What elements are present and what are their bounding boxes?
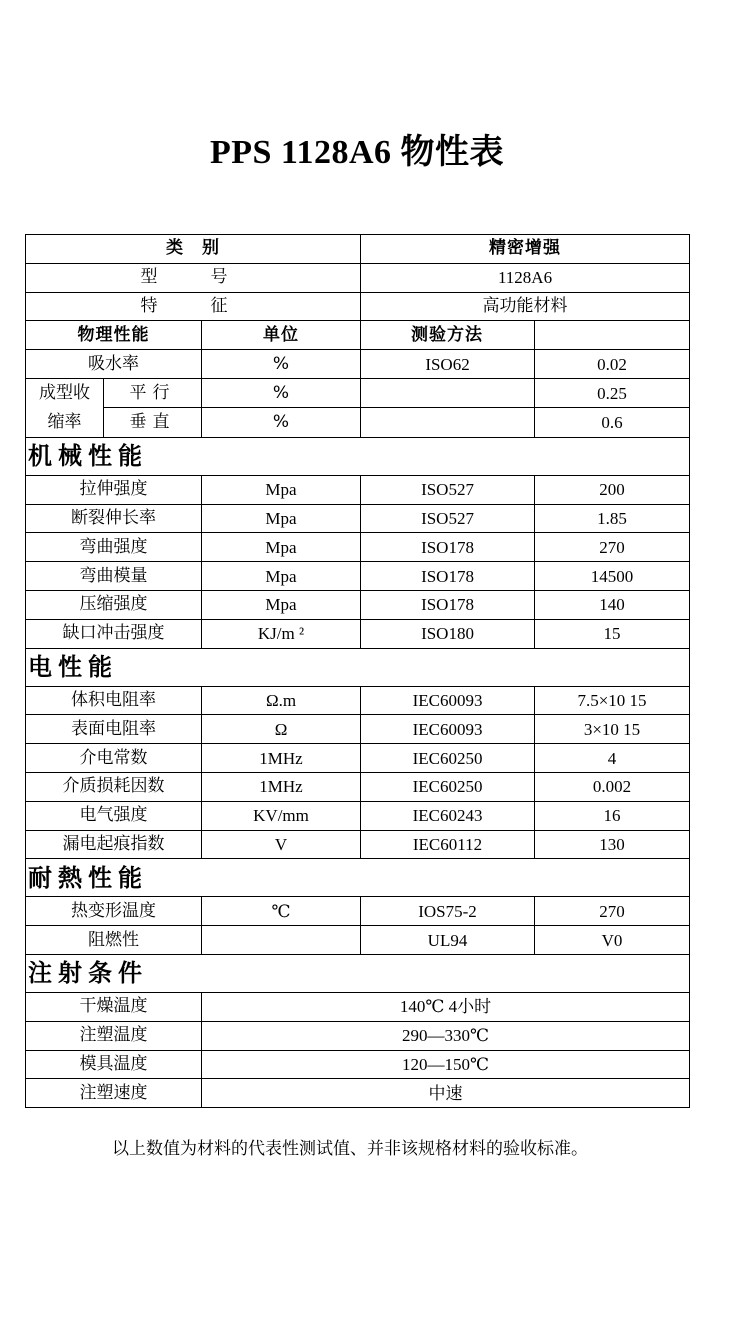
property-value: 1.85 <box>535 504 690 533</box>
property-value: 4 <box>535 744 690 773</box>
disclaimer-note: 以上数值为材料的代表性测试值、并非该规格材料的验收标准。 <box>112 1139 588 1159</box>
shrink-label-line: 成型收 <box>39 382 90 403</box>
property-unit: % <box>202 350 361 379</box>
section-row <box>26 954 690 992</box>
property-unit: 1MHz <box>202 744 361 773</box>
property-method: ISO180 <box>361 619 535 648</box>
property-method: IEC60250 <box>361 744 535 773</box>
header-property: 物理性能 <box>26 321 202 350</box>
property-unit: Mpa <box>202 562 361 591</box>
property-name: 缺口冲击强度 <box>26 619 202 648</box>
property-name: 弯曲模量 <box>26 562 202 591</box>
property-unit: ℃ <box>202 897 361 926</box>
page-title: PPS 1128A6 物性表 <box>209 134 505 171</box>
table-row <box>26 1079 690 1108</box>
property-name: 阻燃性 <box>26 926 202 955</box>
feature-value: 高功能材料 <box>361 292 690 321</box>
property-unit: V <box>202 830 361 859</box>
table-row <box>26 926 690 955</box>
property-value: 15 <box>535 619 690 648</box>
table-row <box>26 590 690 619</box>
feature-row <box>26 292 690 321</box>
property-value: 7.5×10 15 <box>535 686 690 715</box>
model-value: 1128A6 <box>361 263 690 292</box>
property-method: ISO178 <box>361 590 535 619</box>
table-row <box>26 715 690 744</box>
section-title-mechanical: 机械性能 <box>26 437 690 475</box>
model-row <box>26 263 690 292</box>
category-value: 精密增强 <box>361 235 690 264</box>
table-row <box>26 772 690 801</box>
table-row <box>26 533 690 562</box>
property-method: IOS75-2 <box>361 897 535 926</box>
property-value: 270 <box>535 533 690 562</box>
condition-value: 290—330℃ <box>202 1021 690 1050</box>
property-method: IEC60112 <box>361 830 535 859</box>
property-unit: KV/mm <box>202 801 361 830</box>
property-value: 0.02 <box>535 350 690 379</box>
section-title-electrical: 电性能 <box>26 648 690 686</box>
property-name: 压缩强度 <box>26 590 202 619</box>
property-method <box>361 408 535 437</box>
property-method: IEC60250 <box>361 772 535 801</box>
property-value: 3×10 15 <box>535 715 690 744</box>
table-row <box>26 408 690 437</box>
property-value: 130 <box>535 830 690 859</box>
property-value: 200 <box>535 475 690 504</box>
table-row <box>26 475 690 504</box>
header-row <box>26 321 690 350</box>
property-table <box>25 234 690 1108</box>
condition-name: 模具温度 <box>26 1050 202 1079</box>
model-label: 型 号 <box>26 263 361 292</box>
property-unit: Ω.m <box>202 686 361 715</box>
property-value: 16 <box>535 801 690 830</box>
section-title-thermal: 耐熱性能 <box>26 859 690 897</box>
shrink-label <box>26 378 104 437</box>
header-unit: 单位 <box>202 321 361 350</box>
table-row <box>26 619 690 648</box>
property-name: 体积电阻率 <box>26 686 202 715</box>
table-row <box>26 801 690 830</box>
property-unit: % <box>202 378 361 407</box>
condition-name: 注塑速度 <box>26 1079 202 1108</box>
property-name: 电气强度 <box>26 801 202 830</box>
table-row <box>26 897 690 926</box>
property-method: ISO178 <box>361 533 535 562</box>
property-unit: KJ/m ² <box>202 619 361 648</box>
property-method: ISO62 <box>361 350 535 379</box>
property-name: 吸水率 <box>26 350 202 379</box>
condition-value: 140℃ 4小时 <box>202 992 690 1021</box>
header-value <box>535 321 690 350</box>
category-label: 类 别 <box>26 235 361 264</box>
table-row <box>26 686 690 715</box>
property-name: 拉伸强度 <box>26 475 202 504</box>
property-method <box>361 378 535 407</box>
table-row <box>26 830 690 859</box>
header-method: 测验方法 <box>361 321 535 350</box>
condition-name: 干燥温度 <box>26 992 202 1021</box>
property-name: 断裂伸长率 <box>26 504 202 533</box>
section-row <box>26 648 690 686</box>
property-unit: Mpa <box>202 475 361 504</box>
property-unit: Mpa <box>202 533 361 562</box>
property-method: IEC60243 <box>361 801 535 830</box>
property-method: ISO527 <box>361 475 535 504</box>
feature-label: 特 征 <box>26 292 361 321</box>
property-name: 介质损耗因数 <box>26 772 202 801</box>
property-method: ISO178 <box>361 562 535 591</box>
property-method: IEC60093 <box>361 686 535 715</box>
category-row <box>26 235 690 264</box>
property-name: 表面电阻率 <box>26 715 202 744</box>
property-name: 介电常数 <box>26 744 202 773</box>
property-name: 弯曲强度 <box>26 533 202 562</box>
section-row <box>26 859 690 897</box>
property-name: 漏电起痕指数 <box>26 830 202 859</box>
property-name: 平行 <box>104 378 202 407</box>
condition-value: 中速 <box>202 1079 690 1108</box>
property-name: 垂直 <box>104 408 202 437</box>
condition-name: 注塑温度 <box>26 1021 202 1050</box>
table-row <box>26 350 690 379</box>
property-method: ISO527 <box>361 504 535 533</box>
property-unit: 1MHz <box>202 772 361 801</box>
property-value: 0.002 <box>535 772 690 801</box>
property-unit: % <box>202 408 361 437</box>
property-name: 热变形温度 <box>26 897 202 926</box>
property-value: 14500 <box>535 562 690 591</box>
table-row <box>26 744 690 773</box>
property-value: 0.6 <box>535 408 690 437</box>
property-method: UL94 <box>361 926 535 955</box>
property-value: 0.25 <box>535 378 690 407</box>
property-unit: Ω <box>202 715 361 744</box>
shrink-label-line: 缩率 <box>47 411 82 432</box>
table-row <box>26 378 690 407</box>
table-row <box>26 504 690 533</box>
condition-value: 120—150℃ <box>202 1050 690 1079</box>
property-unit <box>202 926 361 955</box>
property-unit: Mpa <box>202 504 361 533</box>
property-unit: Mpa <box>202 590 361 619</box>
property-value: 270 <box>535 897 690 926</box>
table-row <box>26 1021 690 1050</box>
table-row <box>26 1050 690 1079</box>
section-title-injection: 注射条件 <box>26 954 690 992</box>
section-row <box>26 437 690 475</box>
property-value: V0 <box>535 926 690 955</box>
table-row <box>26 992 690 1021</box>
property-method: IEC60093 <box>361 715 535 744</box>
table-row <box>26 562 690 591</box>
property-value: 140 <box>535 590 690 619</box>
